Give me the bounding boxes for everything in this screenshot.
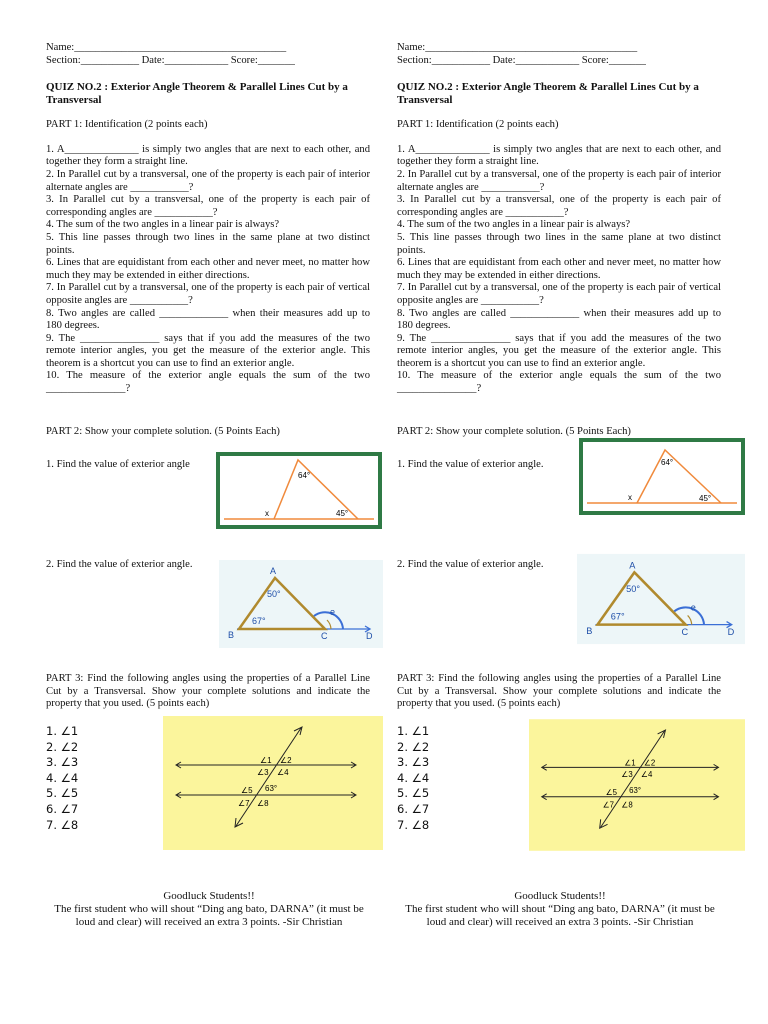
- vertex-a-label: A: [270, 566, 277, 576]
- figure-background: [163, 716, 383, 850]
- question-item: 8. Two angles are called _____________ when their measures add up to 180 degrees.: [46, 307, 370, 332]
- list-item: 4. ∠4: [397, 770, 430, 785]
- part2-heading: PART 2: Show your complete solution. (5 Points Each): [397, 425, 631, 437]
- part3-heading: PART 3: Find the following angles using the properties of a Parallel Line Cut by a Transversal. Show your complete solutions and indicate the property that you used. (5 points each): [46, 673, 370, 710]
- given-angle-label: 63°: [265, 784, 278, 793]
- angle-right-label: 45°: [699, 494, 712, 503]
- angle-2-label: ∠2: [280, 756, 292, 765]
- footer-note: The first student who will shout “Ding ang bato, DARNA” (it must be loud and clear) will received an extra 3 points. -Sir Christian: [405, 903, 715, 928]
- question-item: 3. In Parallel cut by a transversal, one of the property is each pair of corresponding angles are ___________?: [397, 194, 721, 218]
- footer-message: [395, 890, 725, 929]
- angle-7-label: ∠7: [602, 800, 615, 810]
- angle-2-label: ∠2: [643, 758, 656, 768]
- exterior-e-label: e: [690, 602, 696, 613]
- part1-heading: PART 1: Identification (2 points each): [397, 119, 559, 131]
- triangle-figure-1: [579, 438, 745, 515]
- question-item: 1. A______________ is simply two angles that are next to each other, and together they form a straight line.: [397, 143, 721, 168]
- part3-angle-list: [46, 724, 78, 833]
- list-item: 3. ∠3: [46, 755, 79, 770]
- angle-3-label: ∠3: [621, 770, 633, 780]
- question-item: 1. A______________ is simply two angles that are next to each other, and together they form a straight line.: [46, 143, 370, 168]
- vertex-a-label: A: [629, 560, 636, 571]
- triangle-figure-2: [577, 553, 745, 645]
- triangle-figure-1: [216, 452, 382, 529]
- part2-question-2: 2. Find the value of exterior angle.: [46, 559, 193, 570]
- list-item: 7. ∠8: [397, 817, 430, 832]
- angle-8-label: ∠8: [621, 800, 633, 810]
- angle-top-label: 64°: [298, 471, 311, 480]
- question-item: 10. The measure of the exterior angle equals the sum of the two _______________?: [46, 370, 370, 395]
- parallel-lines-figure: [163, 716, 383, 850]
- question-item: 9. The _______________ says that if you add the measures of the two remote interior angles, you get the measure of the exterior angle. This theorem is a shortcut you can use to find an exterior angle.: [397, 332, 721, 369]
- list-item: 3. ∠3: [397, 755, 430, 770]
- angle-a-label: 50°: [267, 589, 281, 599]
- part3-heading: PART 3: Find the following angles using the properties of a Parallel Line Cut by a Transversal. Show your complete solutions and indicate the property that you used. (5 points each): [397, 673, 721, 710]
- question-item: 5. This line passes through two lines in the same plane at two distinct points.: [397, 231, 721, 256]
- angle-3-label: ∠3: [257, 768, 269, 777]
- question-item: 4. The sum of the two angles in a linear pair is always?: [46, 219, 280, 231]
- angle-b-label: 67°: [252, 616, 266, 626]
- angle-7-label: ∠7: [238, 799, 250, 808]
- question-item: 3. In Parallel cut by a transversal, one of the property is each pair of corresponding angles are ___________?: [46, 194, 370, 218]
- question-item: 7. In Parallel cut by a transversal, one of the property is each pair of vertical opposite angles are ___________?: [397, 282, 721, 306]
- angle-1-label: ∠1: [260, 756, 272, 765]
- question-item: 8. Two angles are called _____________ when their measures add up to 180 degrees.: [397, 307, 721, 332]
- angle-x-label: x: [628, 493, 632, 502]
- angle-a-label: 50°: [626, 583, 641, 594]
- given-angle-label: 63°: [629, 785, 642, 795]
- list-item: 1. ∠1: [397, 724, 430, 738]
- angle-5-label: ∠5: [241, 786, 253, 795]
- part2-question-1: 1. Find the value of exterior angle: [46, 459, 190, 470]
- quiz-column-left: [46, 42, 370, 438]
- angle-top-label: 64°: [661, 458, 674, 467]
- list-item: 6. ∠7: [397, 801, 430, 816]
- quiz-title: QUIZ NO.2 : Exterior Angle Theorem & Parallel Lines Cut by a Transversal: [397, 81, 699, 106]
- question-item: 6. Lines that are equidistant from each other and never meet, no matter how much they may be extended in either directions.: [397, 257, 721, 281]
- list-item: 7. ∠8: [46, 817, 79, 832]
- part2-heading: PART 2: Show your complete solution. (5 Points Each): [46, 425, 280, 437]
- angle-x-label: x: [265, 509, 269, 518]
- angle-b-label: 67°: [610, 611, 625, 622]
- question-item: 7. In Parallel cut by a transversal, one of the property is each pair of vertical opposite angles are ___________?: [46, 282, 370, 306]
- angle-1-label: ∠1: [624, 758, 636, 768]
- angle-4-label: ∠4: [640, 770, 653, 780]
- vertex-b-label: B: [228, 630, 235, 640]
- footer-message: [44, 890, 374, 929]
- exterior-e-label: e: [330, 607, 336, 617]
- question-item: 6. Lines that are equidistant from each other and never meet, no matter how much they may be extended in either directions.: [46, 257, 370, 281]
- question-item: 9. The _______________ says that if you add the measures of the two remote interior angles, you get the measure of the exterior angle. This theorem is a shortcut you can use to find an exterior angle.: [46, 332, 370, 369]
- quiz-column-right: [397, 42, 721, 438]
- part3-angle-list: [397, 724, 429, 833]
- angle-4-label: ∠4: [277, 768, 289, 777]
- angle-right-label: 45°: [336, 509, 349, 518]
- section-date-score-field: Section:___________ Date:____________ Score:_______: [397, 54, 646, 66]
- angle-8-label: ∠8: [257, 799, 269, 808]
- triangle-figure-2: [219, 560, 383, 648]
- list-item: 2. ∠2: [397, 739, 430, 754]
- figure-border: [581, 440, 743, 513]
- point-d-label: D: [727, 626, 735, 637]
- list-item: 2. ∠2: [46, 739, 79, 754]
- footer-note: The first student who will shout “Ding ang bato, DARNA” (it must be loud and clear) will received an extra 3 points. -Sir Christian: [54, 903, 364, 928]
- vertex-c-label: C: [321, 631, 328, 641]
- list-item: 5. ∠5: [397, 786, 430, 801]
- section-date-score-field: Section:___________ Date:____________ Score:_______: [46, 54, 295, 66]
- name-field: Name:________________________________________: [46, 42, 287, 53]
- angle-5-label: ∠5: [605, 787, 617, 797]
- part1-items: [46, 144, 370, 396]
- question-item: 5. This line passes through two lines in the same plane at two distinct points.: [46, 231, 370, 256]
- quiz-title: QUIZ NO.2 : Exterior Angle Theorem & Parallel Lines Cut by a Transversal: [46, 81, 348, 106]
- name-field: Name:________________________________________: [397, 42, 638, 53]
- footer-greeting: Goodluck Students!!: [514, 890, 606, 902]
- vertex-b-label: B: [586, 625, 593, 636]
- part1-items: [397, 144, 721, 396]
- question-item: 10. The measure of the exterior angle equals the sum of the two _______________?: [397, 370, 721, 395]
- part2-question-1: 1. Find the value of exterior angle.: [397, 459, 544, 470]
- part2-question-2: 2. Find the value of exterior angle.: [397, 559, 544, 570]
- question-item: 4. The sum of the two angles in a linear pair is always?: [397, 219, 631, 231]
- question-item: 2. In Parallel cut by a transversal, one of the property is each pair of interior alternate angles are ___________?: [397, 168, 721, 193]
- part1-heading: PART 1: Identification (2 points each): [46, 119, 208, 131]
- question-item: 2. In Parallel cut by a transversal, one of the property is each pair of interior alternate angles are ___________?: [46, 168, 370, 193]
- list-item: 5. ∠5: [46, 786, 79, 801]
- point-d-label: D: [366, 631, 373, 641]
- parallel-lines-figure: [529, 716, 745, 854]
- list-item: 6. ∠7: [46, 801, 79, 816]
- list-item: 1. ∠1: [46, 724, 79, 738]
- vertex-c-label: C: [681, 626, 689, 637]
- list-item: 4. ∠4: [46, 770, 79, 785]
- footer-greeting: Goodluck Students!!: [163, 890, 255, 902]
